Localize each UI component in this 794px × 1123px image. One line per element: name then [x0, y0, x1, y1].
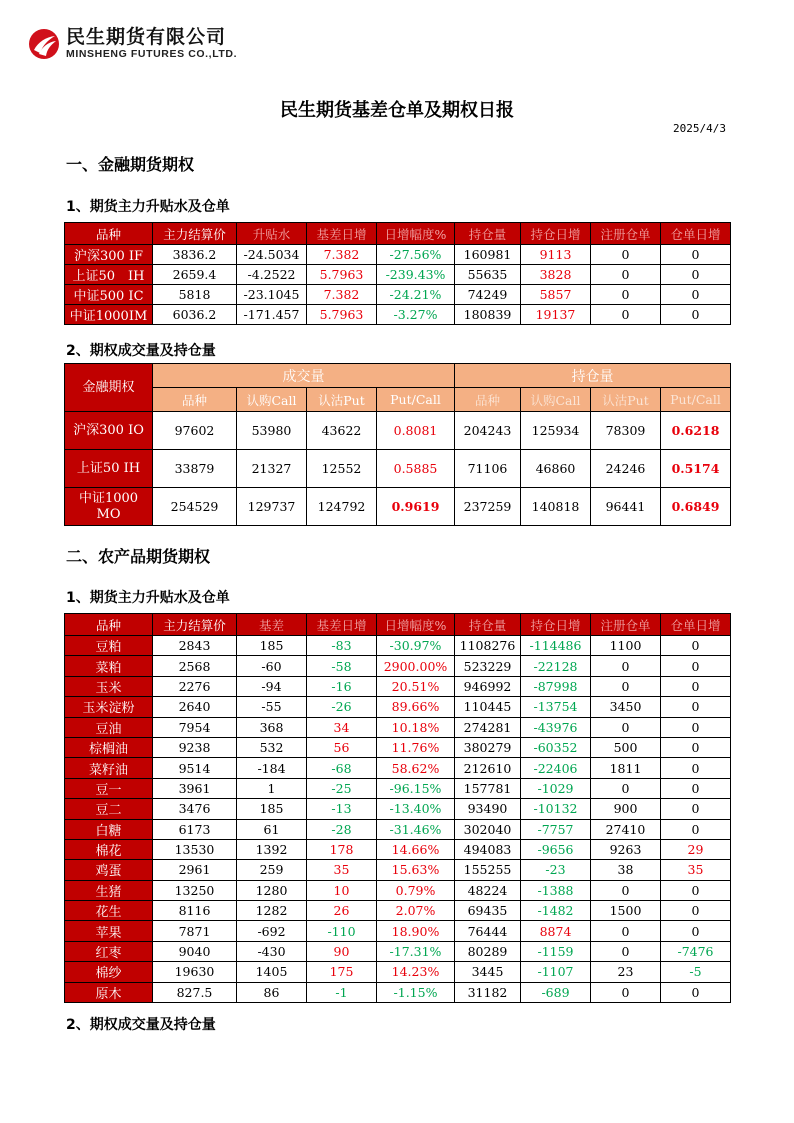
column-header: 注册仓单 — [591, 614, 661, 636]
table-cell: -22128 — [521, 656, 591, 676]
table-cell: 76444 — [455, 921, 521, 941]
table-cell: -23.1045 — [237, 285, 307, 305]
table-cell: -83 — [307, 636, 377, 656]
product-name-cell: 红枣 — [65, 941, 153, 961]
table-row — [65, 245, 731, 265]
table-cell: 110445 — [455, 697, 521, 717]
table-cell: -24.5034 — [237, 245, 307, 265]
product-name-cell: 沪深300 IO — [65, 412, 153, 450]
table-cell: 140818 — [521, 488, 591, 526]
table-row — [65, 656, 731, 676]
table-cell: 0 — [661, 921, 731, 941]
options-subheader-row — [65, 388, 731, 412]
table-cell: 8116 — [153, 901, 237, 921]
table-cell: 5818 — [153, 285, 237, 305]
table-cell: -689 — [521, 982, 591, 1002]
product-name-cell: 菜粕 — [65, 656, 153, 676]
table-row — [65, 982, 731, 1002]
table-cell: 2.07% — [377, 901, 455, 921]
minsheng-logo-icon — [28, 28, 60, 60]
table-cell: 0 — [661, 265, 731, 285]
table-cell: -110 — [307, 921, 377, 941]
table-row — [65, 676, 731, 696]
table-cell: 254529 — [153, 488, 237, 526]
table-cell: 1100 — [591, 636, 661, 656]
column-header: 主力结算价 — [153, 223, 237, 245]
table-cell: 7.382 — [307, 285, 377, 305]
table-row — [65, 778, 731, 798]
column-header: 认沽Put — [591, 388, 661, 412]
product-name-cell: 豆油 — [65, 717, 153, 737]
column-header: 仓单日增 — [661, 614, 731, 636]
table-cell: 26 — [307, 901, 377, 921]
table-cell: 9040 — [153, 941, 237, 961]
column-header: 日增幅度% — [377, 223, 455, 245]
section1-heading: 一、金融期货期权 — [66, 155, 195, 174]
table-cell: -4.2522 — [237, 265, 307, 285]
table-header-row — [65, 223, 731, 245]
logo-name-en: MINSHENG FUTURES CO.,LTD. — [66, 48, 238, 60]
table-row — [65, 860, 731, 880]
table-row — [65, 758, 731, 778]
table-cell: 2961 — [153, 860, 237, 880]
table-cell: 7.382 — [307, 245, 377, 265]
table-cell: 58.62% — [377, 758, 455, 778]
table-cell: 33879 — [153, 450, 237, 488]
table-cell: 0 — [591, 265, 661, 285]
table-cell: 1108276 — [455, 636, 521, 656]
table-header-row — [65, 614, 731, 636]
table-cell: 0 — [661, 819, 731, 839]
column-header: 基差日增 — [307, 223, 377, 245]
table-cell: 23 — [591, 962, 661, 982]
product-name-cell: 上证50 IH — [65, 450, 153, 488]
table-cell: -22406 — [521, 758, 591, 778]
table-cell: 8874 — [521, 921, 591, 941]
table-cell: 368 — [237, 717, 307, 737]
table-cell: 14.23% — [377, 962, 455, 982]
table-cell: 1282 — [237, 901, 307, 921]
table-cell: 13250 — [153, 880, 237, 900]
table-row — [65, 412, 731, 450]
column-header: 品种 — [153, 388, 237, 412]
column-header: 仓单日增 — [661, 223, 731, 245]
table-cell: 0.9619 — [377, 488, 455, 526]
table-cell: 0.5174 — [661, 450, 731, 488]
table-cell: 0 — [591, 941, 661, 961]
table-cell: 0 — [661, 676, 731, 696]
product-name-cell: 沪深300 IF — [65, 245, 153, 265]
table-cell: -68 — [307, 758, 377, 778]
table-cell: 2843 — [153, 636, 237, 656]
table-cell: 1405 — [237, 962, 307, 982]
table-cell: 53980 — [237, 412, 307, 450]
table-cell: -28 — [307, 819, 377, 839]
table-cell: 2659.4 — [153, 265, 237, 285]
section2-options-heading: 2、期权成交量及持仓量 — [66, 1017, 216, 1033]
table-cell: -23 — [521, 860, 591, 880]
column-header: Put/Call — [377, 388, 455, 412]
table-cell: 0 — [591, 717, 661, 737]
product-name-cell: 菜籽油 — [65, 758, 153, 778]
table-cell: 155255 — [455, 860, 521, 880]
table-cell: -1107 — [521, 962, 591, 982]
table-cell: 129737 — [237, 488, 307, 526]
table-row — [65, 488, 731, 526]
table-cell: 10 — [307, 880, 377, 900]
table-cell: 0 — [661, 901, 731, 921]
table-cell: -1159 — [521, 941, 591, 961]
table-cell: 43622 — [307, 412, 377, 450]
open-interest-group-label: 持仓量 — [455, 364, 731, 388]
product-name-cell: 花生 — [65, 901, 153, 921]
financial-options-table — [64, 363, 731, 526]
table-cell: 93490 — [455, 799, 521, 819]
table-cell: 124792 — [307, 488, 377, 526]
table-cell: 0.6218 — [661, 412, 731, 450]
table-cell: 11.76% — [377, 737, 455, 757]
table-cell: 1500 — [591, 901, 661, 921]
logo-name-cn: 民生期货有限公司 — [66, 26, 227, 48]
company-logo — [28, 26, 237, 61]
table-cell: 7871 — [153, 921, 237, 941]
table-cell: 3450 — [591, 697, 661, 717]
table-cell: 12552 — [307, 450, 377, 488]
table-cell: 34 — [307, 717, 377, 737]
table-cell: 80289 — [455, 941, 521, 961]
table-cell: 20.51% — [377, 676, 455, 696]
table-cell: 19137 — [521, 305, 591, 325]
table-cell: 9113 — [521, 245, 591, 265]
table-cell: 31182 — [455, 982, 521, 1002]
table-cell: -30.97% — [377, 636, 455, 656]
table-cell: -13 — [307, 799, 377, 819]
table-cell: 0 — [661, 305, 731, 325]
report-title: 民生期货基差仓单及期权日报 — [280, 100, 514, 121]
table-cell: 212610 — [455, 758, 521, 778]
table-cell: -25 — [307, 778, 377, 798]
table-cell: 125934 — [521, 412, 591, 450]
table-cell: 185 — [237, 636, 307, 656]
table-row — [65, 962, 731, 982]
column-header: 注册仓单 — [591, 223, 661, 245]
column-header: 持仓日增 — [521, 223, 591, 245]
table-cell: 0 — [661, 982, 731, 1002]
table-cell: 78309 — [591, 412, 661, 450]
table-cell: -10132 — [521, 799, 591, 819]
table-cell: -87998 — [521, 676, 591, 696]
table-cell: 29 — [661, 839, 731, 859]
table-cell: -171.457 — [237, 305, 307, 325]
table-cell: 0 — [591, 656, 661, 676]
table-cell: -96.15% — [377, 778, 455, 798]
table-cell: -58 — [307, 656, 377, 676]
table-cell: 3828 — [521, 265, 591, 285]
table-cell: 2276 — [153, 676, 237, 696]
financial-futures-table — [64, 222, 731, 325]
table-cell: -31.46% — [377, 819, 455, 839]
table-cell: 380279 — [455, 737, 521, 757]
table-cell: 175 — [307, 962, 377, 982]
table-cell: 1392 — [237, 839, 307, 859]
table-cell: 0 — [661, 245, 731, 265]
table-cell: 9263 — [591, 839, 661, 859]
table-cell: 0 — [591, 778, 661, 798]
table-cell: 96441 — [591, 488, 661, 526]
table-row — [65, 305, 731, 325]
table-cell: 0 — [661, 636, 731, 656]
table-cell: 0 — [591, 305, 661, 325]
table-row — [65, 901, 731, 921]
table-cell: -55 — [237, 697, 307, 717]
product-name-cell: 苹果 — [65, 921, 153, 941]
product-name-cell: 中证1000 MO — [65, 488, 153, 526]
table-cell: 74249 — [455, 285, 521, 305]
table-row — [65, 737, 731, 757]
product-name-cell: 鸡蛋 — [65, 860, 153, 880]
column-header: 认购Call — [521, 388, 591, 412]
table-cell: 5.7963 — [307, 265, 377, 285]
section2-futures-heading: 1、期货主力升贴水及仓单 — [66, 590, 230, 606]
table-cell: 204243 — [455, 412, 521, 450]
table-cell: -1388 — [521, 880, 591, 900]
product-name-cell: 豆一 — [65, 778, 153, 798]
table-cell: 9238 — [153, 737, 237, 757]
section2-heading: 二、农产品期货期权 — [66, 547, 211, 566]
product-name-cell: 棉花 — [65, 839, 153, 859]
table-cell: 69435 — [455, 901, 521, 921]
table-cell: -27.56% — [377, 245, 455, 265]
table-cell: 259 — [237, 860, 307, 880]
table-cell: 2640 — [153, 697, 237, 717]
table-cell: 494083 — [455, 839, 521, 859]
table-row — [65, 450, 731, 488]
table-cell: 3961 — [153, 778, 237, 798]
table-row — [65, 941, 731, 961]
table-cell: 500 — [591, 737, 661, 757]
product-name-cell: 玉米 — [65, 676, 153, 696]
product-name-cell: 中证500 IC — [65, 285, 153, 305]
section1-options-heading: 2、期权成交量及持仓量 — [66, 343, 216, 359]
volume-group-label: 成交量 — [153, 364, 455, 388]
table-cell: 7954 — [153, 717, 237, 737]
table-row — [65, 636, 731, 656]
table-cell: 24246 — [591, 450, 661, 488]
table-cell: -17.31% — [377, 941, 455, 961]
table-cell: -184 — [237, 758, 307, 778]
table-cell: 48224 — [455, 880, 521, 900]
table-cell: 185 — [237, 799, 307, 819]
table-cell: 274281 — [455, 717, 521, 737]
table-cell: 38 — [591, 860, 661, 880]
table-cell: 302040 — [455, 819, 521, 839]
section1-futures-heading: 1、期货主力升贴水及仓单 — [66, 199, 230, 215]
table-cell: 9514 — [153, 758, 237, 778]
product-name-cell: 生猪 — [65, 880, 153, 900]
table-cell: -1.15% — [377, 982, 455, 1002]
table-cell: -26 — [307, 697, 377, 717]
table-cell: 89.66% — [377, 697, 455, 717]
table-cell: 86 — [237, 982, 307, 1002]
table-row — [65, 697, 731, 717]
table-row — [65, 265, 731, 285]
table-cell: -7476 — [661, 941, 731, 961]
table-cell: -43976 — [521, 717, 591, 737]
table-cell: 180839 — [455, 305, 521, 325]
table-cell: -1029 — [521, 778, 591, 798]
column-header: 持仓量 — [455, 223, 521, 245]
table-row — [65, 285, 731, 305]
table-row — [65, 921, 731, 941]
table-cell: 0.79% — [377, 880, 455, 900]
table-cell: 2568 — [153, 656, 237, 676]
product-name-cell: 棉纱 — [65, 962, 153, 982]
table-cell: 157781 — [455, 778, 521, 798]
table-row — [65, 717, 731, 737]
table-cell: 56 — [307, 737, 377, 757]
table-cell: 3476 — [153, 799, 237, 819]
table-cell: 71106 — [455, 450, 521, 488]
table-cell: 15.63% — [377, 860, 455, 880]
table-cell: 90 — [307, 941, 377, 961]
table-cell: 3445 — [455, 962, 521, 982]
table-cell: 27410 — [591, 819, 661, 839]
product-name-cell: 豆二 — [65, 799, 153, 819]
table-cell: -16 — [307, 676, 377, 696]
table-row — [65, 839, 731, 859]
table-cell: 0 — [661, 737, 731, 757]
table-row — [65, 819, 731, 839]
product-name-cell: 豆粕 — [65, 636, 153, 656]
column-header: 持仓日增 — [521, 614, 591, 636]
table-cell: 237259 — [455, 488, 521, 526]
column-header: 品种 — [65, 614, 153, 636]
table-cell: -114486 — [521, 636, 591, 656]
table-cell: 900 — [591, 799, 661, 819]
table-cell: -1 — [307, 982, 377, 1002]
table-cell: -430 — [237, 941, 307, 961]
table-cell: 0 — [661, 697, 731, 717]
table-cell: 35 — [307, 860, 377, 880]
column-header: 主力结算价 — [153, 614, 237, 636]
table-cell: 61 — [237, 819, 307, 839]
table-cell: 827.5 — [153, 982, 237, 1002]
column-header: 品种 — [65, 223, 153, 245]
table-cell: -7757 — [521, 819, 591, 839]
table-cell: 3836.2 — [153, 245, 237, 265]
product-name-cell: 原木 — [65, 982, 153, 1002]
table-cell: 5857 — [521, 285, 591, 305]
table-cell: 5.7963 — [307, 305, 377, 325]
table-cell: 0 — [591, 921, 661, 941]
table-cell: -13754 — [521, 697, 591, 717]
product-name-cell: 中证1000IM — [65, 305, 153, 325]
table-cell: 2900.00% — [377, 656, 455, 676]
table-cell: 0 — [661, 799, 731, 819]
column-header: 基差日增 — [307, 614, 377, 636]
table-cell: 6173 — [153, 819, 237, 839]
table-cell: 46860 — [521, 450, 591, 488]
product-name-cell: 上证50 IH — [65, 265, 153, 285]
table-cell: 55635 — [455, 265, 521, 285]
table-cell: 1811 — [591, 758, 661, 778]
table-cell: 1280 — [237, 880, 307, 900]
table-cell: 1 — [237, 778, 307, 798]
table-cell: 0.8081 — [377, 412, 455, 450]
product-name-cell: 白糖 — [65, 819, 153, 839]
table-cell: -9656 — [521, 839, 591, 859]
column-header: 认沽Put — [307, 388, 377, 412]
table-cell: 0.5885 — [377, 450, 455, 488]
table-cell: -60352 — [521, 737, 591, 757]
table-cell: 0.6849 — [661, 488, 731, 526]
table-cell: 0 — [661, 656, 731, 676]
column-header: 升贴水 — [237, 223, 307, 245]
table-cell: 0 — [661, 717, 731, 737]
table-cell: -5 — [661, 962, 731, 982]
table-row — [65, 799, 731, 819]
table-cell: 0 — [591, 982, 661, 1002]
table-cell: 0 — [591, 285, 661, 305]
table-cell: 6036.2 — [153, 305, 237, 325]
column-header: 品种 — [455, 388, 521, 412]
table-cell: 14.66% — [377, 839, 455, 859]
product-name-cell: 玉米淀粉 — [65, 697, 153, 717]
table-cell: 0 — [591, 676, 661, 696]
column-header: 持仓量 — [455, 614, 521, 636]
table-cell: 0 — [661, 880, 731, 900]
table-cell: -94 — [237, 676, 307, 696]
table-cell: 13530 — [153, 839, 237, 859]
table-cell: 19630 — [153, 962, 237, 982]
table-cell: 532 — [237, 737, 307, 757]
table-cell: 21327 — [237, 450, 307, 488]
column-header: 基差 — [237, 614, 307, 636]
table-row — [65, 880, 731, 900]
table-cell: 946992 — [455, 676, 521, 696]
report-date: 2025/4/3 — [673, 122, 726, 135]
column-header: 日增幅度% — [377, 614, 455, 636]
table-cell: 10.18% — [377, 717, 455, 737]
table-cell: 0 — [591, 880, 661, 900]
column-header: Put/Call — [661, 388, 731, 412]
table-cell: 178 — [307, 839, 377, 859]
agricultural-futures-table — [64, 613, 731, 1003]
table-cell: -1482 — [521, 901, 591, 921]
table-cell: -239.43% — [377, 265, 455, 285]
table-cell: 18.90% — [377, 921, 455, 941]
table-cell: 0 — [661, 758, 731, 778]
table-cell: 0 — [661, 778, 731, 798]
table-cell: -24.21% — [377, 285, 455, 305]
product-name-cell: 棕榈油 — [65, 737, 153, 757]
table-cell: -13.40% — [377, 799, 455, 819]
table-cell: 97602 — [153, 412, 237, 450]
table-cell: -692 — [237, 921, 307, 941]
table-cell: 160981 — [455, 245, 521, 265]
column-header: 认购Call — [237, 388, 307, 412]
table-cell: 0 — [591, 245, 661, 265]
table-cell: 523229 — [455, 656, 521, 676]
table-cell: 35 — [661, 860, 731, 880]
table-cell: 0 — [661, 285, 731, 305]
table-cell: -3.27% — [377, 305, 455, 325]
options-corner-label: 金融期权 — [65, 364, 153, 412]
table-cell: -60 — [237, 656, 307, 676]
